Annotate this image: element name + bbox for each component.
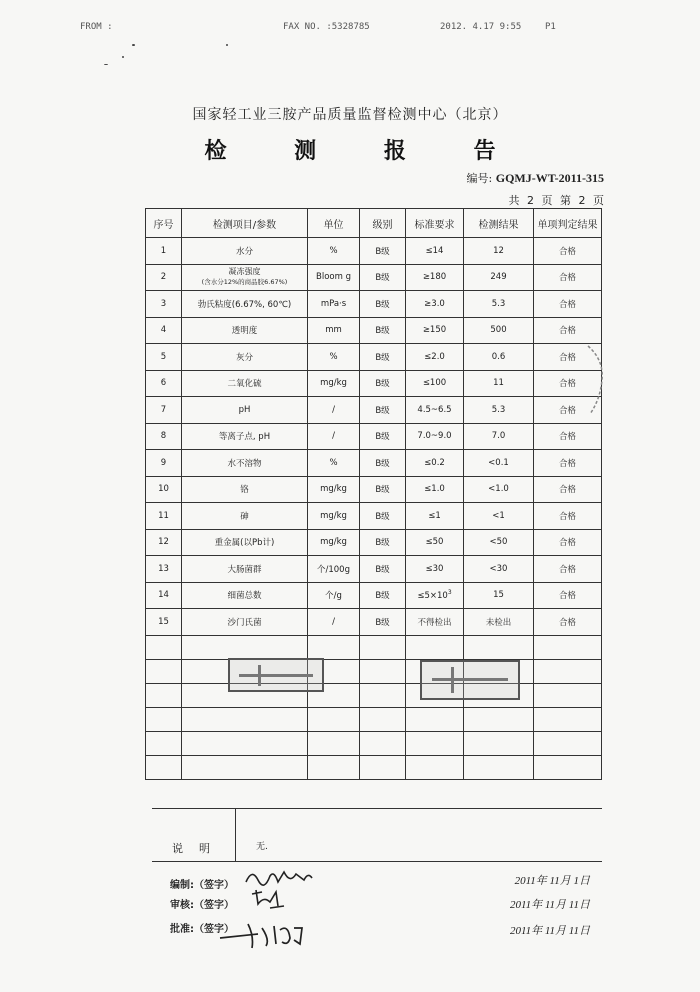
cell-unit: mg/kg <box>308 529 360 556</box>
table-row <box>146 582 602 609</box>
cell-result: 12 <box>464 238 534 265</box>
header-grade: 级别 <box>360 209 406 238</box>
table-row <box>146 317 602 344</box>
cell-item: 二氧化硫 <box>182 370 308 397</box>
cell-item <box>182 264 308 291</box>
cell-item-line1: 凝冻强度 <box>228 267 261 277</box>
cell-item: pH <box>182 397 308 424</box>
fax-datetime: 2012. 4.17 9:55 <box>440 22 522 32</box>
stamp-mark <box>228 658 324 692</box>
table-row <box>146 264 602 291</box>
header-no: 序号 <box>146 209 182 238</box>
cell-result: 500 <box>464 317 534 344</box>
cell-unit: / <box>308 609 360 636</box>
cell-verdict: 合格 <box>534 317 602 344</box>
table-row-empty <box>146 755 602 779</box>
cell-verdict: 合格 <box>534 264 602 291</box>
cell-verdict: 合格 <box>534 238 602 265</box>
header-requirement: 标准要求 <box>406 209 464 238</box>
scan-speck <box>122 56 124 58</box>
seal-fragment <box>584 340 608 420</box>
cell-no: 2 <box>146 264 182 291</box>
cell-result: 5.3 <box>464 397 534 424</box>
cell-result: 15 <box>464 582 534 609</box>
cell-result: 0.6 <box>464 344 534 371</box>
cell-grade: B级 <box>360 264 406 291</box>
table-row <box>146 476 602 503</box>
cell-result: 249 <box>464 264 534 291</box>
cell-result: <50 <box>464 529 534 556</box>
cell-grade: B级 <box>360 344 406 371</box>
cell-verdict: 合格 <box>534 397 602 424</box>
cell-item: 水不溶物 <box>182 450 308 477</box>
cell-item: 灰分 <box>182 344 308 371</box>
cell-requirement: 7.0~9.0 <box>406 423 464 450</box>
cell-requirement: ≤2.0 <box>406 344 464 371</box>
scan-speck <box>104 64 108 65</box>
cell-unit: mPa·s <box>308 291 360 318</box>
table-row-empty <box>146 683 602 707</box>
signature-date-reviewed: 2011年 11月 11日 <box>509 899 590 911</box>
cell-unit: / <box>308 397 360 424</box>
cell-unit: % <box>308 238 360 265</box>
cell-verdict: 合格 <box>534 582 602 609</box>
cell-unit: mg/kg <box>308 503 360 530</box>
cell-no: 14 <box>146 582 182 609</box>
cell-no: 5 <box>146 344 182 371</box>
cell-verdict: 合格 <box>534 556 602 583</box>
cell-no: 13 <box>146 556 182 583</box>
cell-no: 10 <box>146 476 182 503</box>
cell-unit: mm <box>308 317 360 344</box>
notes-value: 无. <box>256 842 268 852</box>
cell-result: <30 <box>464 556 534 583</box>
cell-requirement: ≤30 <box>406 556 464 583</box>
signature-date-prepared: 2011年 11月 1日 <box>514 875 590 887</box>
table-row <box>146 291 602 318</box>
cell-verdict: 合格 <box>534 423 602 450</box>
req-base: ≤5×10 <box>417 591 448 602</box>
table-row-empty <box>146 707 602 731</box>
signature-date-approved: 2011年 11月 11日 <box>509 925 590 937</box>
cell-grade: B级 <box>360 476 406 503</box>
table-row <box>146 238 602 265</box>
report-number-value: GQMJ-WT-2011-315 <box>495 171 604 185</box>
cell-no: 15 <box>146 609 182 636</box>
cell-item: 等离子点, pH <box>182 423 308 450</box>
cell-result: 11 <box>464 370 534 397</box>
results-table <box>145 208 602 780</box>
cell-no: 1 <box>146 238 182 265</box>
cell-grade: B级 <box>360 503 406 530</box>
cell-grade: B级 <box>360 317 406 344</box>
cell-result: 7.0 <box>464 423 534 450</box>
table-header-row <box>146 209 602 238</box>
fax-header <box>0 22 700 38</box>
cell-item: 铬 <box>182 476 308 503</box>
cell-no: 9 <box>146 450 182 477</box>
cell-item: 勃氏粘度(6.67%, 60℃) <box>182 291 308 318</box>
cell-result: 5.3 <box>464 291 534 318</box>
cell-requirement: ≤50 <box>406 529 464 556</box>
header-item: 检测项目/参数 <box>182 209 308 238</box>
cell-item: 大肠菌群 <box>182 556 308 583</box>
cell-no: 4 <box>146 317 182 344</box>
handwritten-signature <box>248 886 288 912</box>
cell-result: 未检出 <box>464 609 534 636</box>
cell-result: <0.1 <box>464 450 534 477</box>
cell-unit: 个/g <box>308 582 360 609</box>
table-row <box>146 503 602 530</box>
cell-unit: 个/100g <box>308 556 360 583</box>
table-row <box>146 370 602 397</box>
cell-unit: / <box>308 423 360 450</box>
cell-no: 8 <box>146 423 182 450</box>
cell-item: 重金属(以Pb计) <box>182 529 308 556</box>
cell-item: 透明度 <box>182 317 308 344</box>
cell-requirement: ≥180 <box>406 264 464 291</box>
cell-result: <1.0 <box>464 476 534 503</box>
cell-requirement: 不得检出 <box>406 609 464 636</box>
cell-no: 11 <box>146 503 182 530</box>
cell-no: 12 <box>146 529 182 556</box>
fax-from: FROM : <box>80 22 113 32</box>
cell-grade: B级 <box>360 423 406 450</box>
table-row <box>146 397 602 424</box>
header-verdict: 单项判定结果 <box>534 209 602 238</box>
table-row <box>146 344 602 371</box>
scan-speck <box>132 44 135 46</box>
cell-unit: % <box>308 450 360 477</box>
signature-label-approved: 批准:（签字） <box>170 924 234 935</box>
table-row <box>146 609 602 636</box>
table-row <box>146 529 602 556</box>
table-row-empty <box>146 731 602 755</box>
cell-item: 细菌总数 <box>182 582 308 609</box>
table-row <box>146 556 602 583</box>
cell-item: 砷 <box>182 503 308 530</box>
fax-number: FAX NO. :5328785 <box>283 22 370 32</box>
req-exponent: 3 <box>447 589 452 597</box>
report-number-label: 编号: <box>466 172 493 185</box>
page-info: 共 2 页 第 2 页 <box>508 194 604 207</box>
report-number <box>467 170 604 186</box>
table-row-empty <box>146 635 602 659</box>
cell-grade: B级 <box>360 397 406 424</box>
cell-grade: B级 <box>360 609 406 636</box>
cell-requirement: ≥150 <box>406 317 464 344</box>
cell-unit: Bloom g <box>308 264 360 291</box>
notes-label: 说明 <box>152 809 236 861</box>
cell-grade: B级 <box>360 450 406 477</box>
cell-requirement <box>406 582 464 609</box>
cell-grade: B级 <box>360 556 406 583</box>
fax-page: P1 <box>545 22 556 32</box>
cell-verdict: 合格 <box>534 370 602 397</box>
scan-speck <box>226 44 228 46</box>
cell-unit: mg/kg <box>308 370 360 397</box>
cell-verdict: 合格 <box>534 291 602 318</box>
cell-verdict: 合格 <box>534 609 602 636</box>
cell-unit: mg/kg <box>308 476 360 503</box>
cell-grade: B级 <box>360 291 406 318</box>
signature-label-prepared: 编制:（签字） <box>170 880 234 891</box>
cell-no: 3 <box>146 291 182 318</box>
cell-item: 沙门氏菌 <box>182 609 308 636</box>
table-row <box>146 423 602 450</box>
cell-verdict: 合格 <box>534 529 602 556</box>
cell-unit: % <box>308 344 360 371</box>
handwritten-signature <box>218 920 314 952</box>
cell-requirement: ≤1 <box>406 503 464 530</box>
cell-requirement: ≥3.0 <box>406 291 464 318</box>
cell-requirement: 4.5~6.5 <box>406 397 464 424</box>
cell-verdict: 合格 <box>534 476 602 503</box>
cell-requirement: ≤1.0 <box>406 476 464 503</box>
cell-requirement: ≤0.2 <box>406 450 464 477</box>
table-row-empty <box>146 659 602 683</box>
header-result: 检测结果 <box>464 209 534 238</box>
header-unit: 单位 <box>308 209 360 238</box>
cell-requirement: ≤14 <box>406 238 464 265</box>
cell-item-line2: (含水分12%的商品胶6.67%) <box>201 278 288 287</box>
cell-grade: B级 <box>360 238 406 265</box>
cell-verdict: 合格 <box>534 450 602 477</box>
table-row <box>146 450 602 477</box>
cell-verdict: 合格 <box>534 503 602 530</box>
report-title: 检 测 报 告 <box>204 139 526 164</box>
stamp-mark <box>420 660 520 700</box>
cell-requirement: ≤100 <box>406 370 464 397</box>
notes-section <box>152 808 602 862</box>
cell-grade: B级 <box>360 370 406 397</box>
cell-grade: B级 <box>360 582 406 609</box>
cell-grade: B级 <box>360 529 406 556</box>
cell-no: 7 <box>146 397 182 424</box>
cell-no: 6 <box>146 370 182 397</box>
cell-result: <1 <box>464 503 534 530</box>
cell-item: 水分 <box>182 238 308 265</box>
signature-label-reviewed: 审核:（签字） <box>170 900 234 911</box>
organization-name: 国家轻工业三胺产品质量监督检测中心（北京） <box>192 107 508 123</box>
cell-verdict: 合格 <box>534 344 602 371</box>
